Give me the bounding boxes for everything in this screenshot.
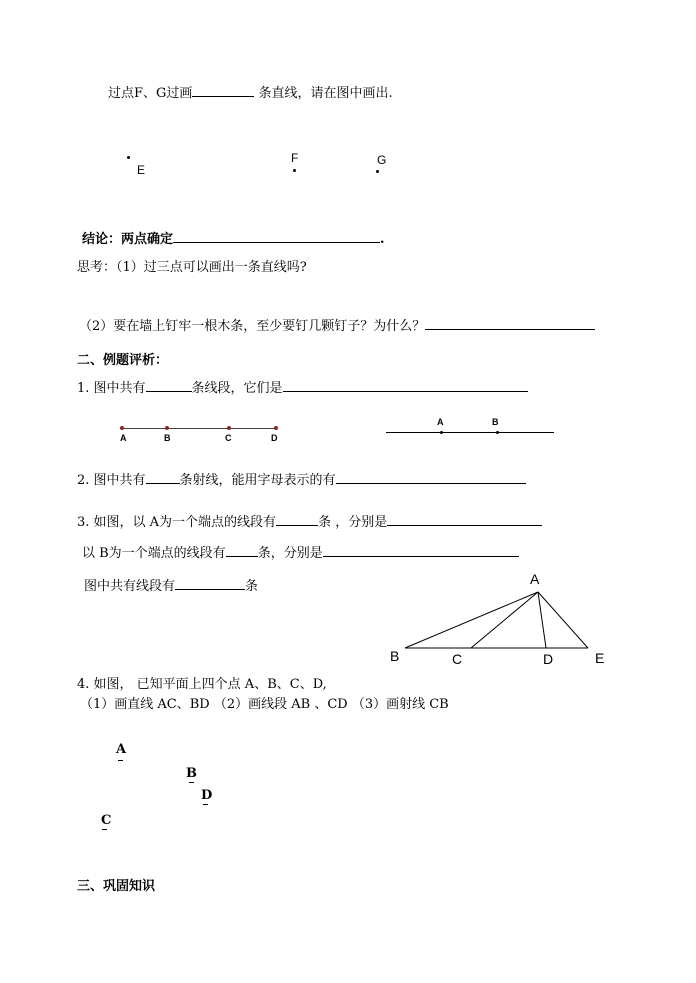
q4-mark-a [118,760,123,761]
section-3-heading: 三、巩固知识 [77,879,156,894]
q3-text-f: 条 [245,579,259,594]
q4-label-d: D [201,788,213,803]
instruction-text: 过点F、G过画 [108,86,193,101]
ray-label-a: A [437,417,444,427]
tri-label-e: E [595,650,605,666]
q1-text-b: 条线段，它们是 [191,381,283,396]
q3-text-b: 条 ，分别是 [318,515,388,530]
point-f-label: F [291,151,299,165]
seg-label-b: B [164,433,171,443]
section-2-heading: 二、例题评析： [77,353,169,368]
q3-text-d: 条，分别是 [257,546,323,561]
think-question-2-text: （2）要在墙上钉牢一根木条，至少要钉几颗钉子？为什么？ [79,319,426,334]
point-g-label: G [377,153,387,167]
seg-label-c: C [225,433,232,443]
seg-label-d: D [271,433,278,443]
tri-label-c: C [452,651,463,667]
q1-text-a: 1. 图中共有 [77,381,146,396]
q4-line: 4. 如图， 已知平面上四个点 A、B、C、D, [77,677,327,692]
conclusion-text: 结论：两点确定 [82,232,174,247]
q3-text-e: 图中共有线段有 [84,579,176,594]
q4-mark-b [189,782,194,783]
q4-label-a: A [116,742,127,757]
tri-label-b: B [390,648,400,664]
tri-label-d: D [543,651,554,667]
instruction-text-2: 条直线，请在图中画出. [258,86,393,101]
q4-label-b: B [186,766,197,781]
think-question-1: 思考：（1）过三点可以画出一条直线吗? [77,260,307,275]
q3-text-c: 以 B为一个端点的线段有 [82,546,226,561]
q4-mark-d [203,804,208,805]
q3-text-a: 3. 如图，以 A为一个端点的线段有 [77,515,277,530]
point-e-label: E [137,163,146,177]
q2-text-b: 条射线，能用字母表示的有 [179,473,336,488]
conclusion-end: . [380,232,385,247]
q2-text-a: 2. 图中共有 [77,473,146,488]
seg-label-a: A [120,433,127,443]
q4-label-c: C [101,813,112,828]
tri-label-a: A [530,571,540,587]
ray-label-b: B [492,417,499,427]
q4-sub-line: （1）画直线 AC、BD （2）画线段 AB 、CD （3）画射线 CB [80,697,449,712]
q4-mark-c [102,829,107,830]
